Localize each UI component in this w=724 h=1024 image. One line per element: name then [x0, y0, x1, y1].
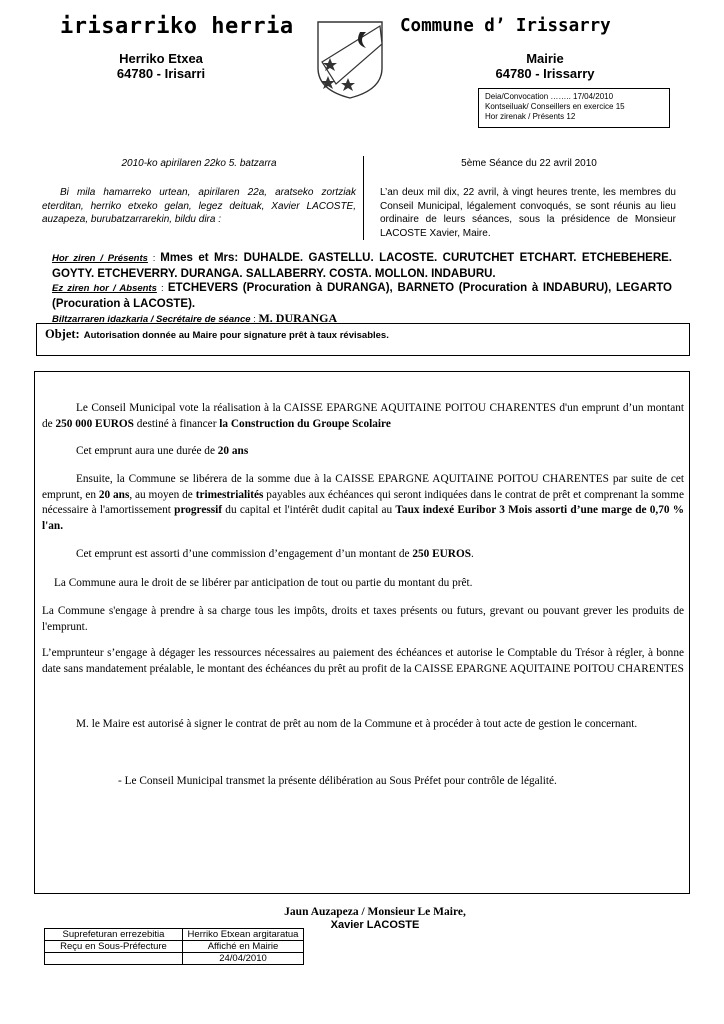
p1-text: Le Conseil Municipal vote la réalisation à la CAISSE EPARGNE AQUITAINE POITOU CHARENTES d'un emprunt d’un montant de	[42, 402, 684, 430]
convocation-date: Deia/Convocation …….. 17/04/2010	[485, 92, 614, 101]
signature-title: Jaun Auzapeza / Monsieur Le Maire,	[284, 906, 466, 918]
object-text: Autorisation donnée au Maire pour signature prêt à taux révisables.	[83, 330, 389, 341]
interest-rate: Taux indexé Euribor 3 Mois assorti d’une marge de 0,70 % l'an.	[42, 504, 685, 532]
attendance-block: Hor ziren / Présents : Mmes et Mrs: DUHALDE. GASTELLU. LACOSTE. CURUTCHET ETCHART. ETCHEBEHERE. GOYTY. ETCHEVERRY. DURANGA. SALLABERRY. COSTA. MOLLON. INDABURU. Ez ziren hor / Absents : ETCHEVERS (Procuration à DURANGA), BARNETO (Procuration à INDABURU), LEGARTO (Procuration à LACOSTE). Biltzarraren idazkaria / Secrétaire de séance : M. DURANGA	[52, 252, 673, 326]
received-prefecture-date	[45, 953, 183, 965]
header-left-title: irisarriko herria	[60, 14, 294, 39]
coat-of-arms-logo	[314, 18, 386, 102]
secretary-label: Biltzarraren idazkaria / Secrétaire de séance	[52, 314, 251, 326]
p4-text-2: .	[471, 548, 474, 560]
loan-purpose: la Construction du Groupe Scolaire	[219, 417, 391, 430]
header-left-line1: Herriko Etxea	[119, 51, 203, 66]
object-box	[36, 323, 690, 356]
paragraph-duration	[42, 444, 684, 460]
present-label: Hor ziren / Présents	[52, 253, 148, 264]
paragraph-early-repayment: La Commune aura le droit de se libérer par anticipation de tout ou partie du montant du prêt.	[54, 577, 473, 589]
p3-text-3: payables aux échéances qui seront indiquées dans le contrat de prêt et comprenant la somme nécessaire à l'amortissement	[42, 488, 684, 517]
header-right-line2: 64780 - Irissarry	[495, 66, 595, 81]
conseillers-count: Kontseiluak/ Conseillers en exercice 15	[485, 102, 625, 111]
p3-text-2: , au moyen de	[129, 488, 196, 501]
received-prefecture-eu: Suprefeturan errezebitia	[45, 929, 183, 941]
session-text-french: L’an deux mil dix, 22 avril, à vingt heures trente, les membres du Conseil Municipal, légalement convoqués, se sont réunis au lieu ordinaire de leurs séances, sous la présidence de Monsieur LACOSTE Xavier, Maire.	[380, 187, 676, 239]
repayment-frequency: trimestrialités	[195, 488, 264, 501]
header-right-title: Commune d’ Irissarry	[400, 16, 611, 36]
paragraph-taxes: La Commune s'engage à prendre à sa charge tous les impôts, droits et taxes présents ou futurs, grevant ou pouvant grever les produits de l'emprunt.	[42, 605, 684, 633]
secretary-name: M. DURANGA	[258, 311, 338, 326]
session-heading-french: 5ème Séance du 22 avril 2010	[461, 158, 597, 169]
absent-label: Ez ziren hor / Absents	[52, 283, 157, 295]
filing-table	[44, 928, 304, 965]
posted-date: 24/04/2010	[183, 953, 304, 965]
session-text-basque: Bi mila hamarreko urtean, apirilaren 22a, aratseko zortziak eterditan, herriko etxeko gelan, legez deituak, Xavier LACOSTE, auzapeza, burubatzarrarekin, bildu dira :	[42, 187, 356, 225]
paragraph-resources: L’emprunteur s’engage à dégager les ressources nécessaires au paiement des échéances et autorise le Comptable du Trésor à régler, à bonne date sans mandatement préalable, le montant des échéances du prêt au profit de la CAISSE EPARGNE AQUITAINE POITOU CHARENTES	[42, 647, 684, 675]
paragraph-authorization: M. le Maire est autorisé à signer le contrat de prêt au nom de la Commune et à procéder à tout acte de gestion le concernant.	[76, 718, 638, 730]
amortization-type: progressif	[174, 504, 223, 517]
p3-text: Ensuite, la Commune se libérera de la somme due à la CAISSE EPARGNE AQUITAINE POITOU CHARENTES par suite de cet emprunt, en	[42, 473, 684, 501]
session-divider	[363, 156, 364, 240]
paragraph-transmission: - Le Conseil Municipal transmet la présente délibération au Sous Préfet pour contrôle de légalité.	[118, 775, 557, 787]
absent-list: ETCHEVERS (Procuration à DURANGA), BARNETO (Procuration à INDABURU), LEGARTO (Procuration à LACOSTE).	[52, 282, 672, 310]
object-label: Objet:	[45, 327, 80, 341]
signature-name: Xavier LACOSTE	[330, 919, 420, 931]
received-prefecture-fr: Reçu en Sous-Préfecture	[45, 941, 183, 953]
loan-amount: 250 000 EUROS	[55, 417, 134, 430]
session-heading-basque: 2010-ko apirilaren 22ko 5. batzarra	[121, 158, 277, 169]
paragraph-loan-vote	[42, 401, 684, 432]
p1-text-2: destiné à financer	[133, 417, 220, 430]
commission-amount: 250 EUROS	[412, 548, 472, 560]
repayment-years: 20 ans	[98, 488, 130, 501]
p3-text-4: du capital et l'intérêt dudit capital au	[222, 504, 396, 517]
header-right-line1: Mairie	[526, 51, 564, 66]
header-left-line2: 64780 - Irisarri	[116, 66, 206, 81]
paragraph-repayment	[42, 472, 684, 534]
p2-text: Cet emprunt aura une durée de	[76, 445, 218, 457]
loan-duration: 20 ans	[217, 445, 249, 457]
posted-mairie-fr: Affiché en Mairie	[183, 941, 304, 953]
convocation-box	[478, 88, 670, 128]
posted-mairie-eu: Herriko Etxean argitaratua	[183, 929, 304, 941]
presents-count: Hor zirenak / Présents 12	[485, 112, 576, 121]
paragraph-commission	[42, 547, 684, 563]
present-list: Mmes et Mrs: DUHALDE. GASTELLU. LACOSTE. CURUTCHET ETCHART. ETCHEBEHERE. GOYTY. ETCHEVERRY. DURANGA. SALLABERRY. COSTA. MOLLON. INDABURU.	[52, 252, 673, 280]
p4-text: Cet emprunt est assorti d’une commission d’engagement d’un montant de	[76, 548, 413, 560]
